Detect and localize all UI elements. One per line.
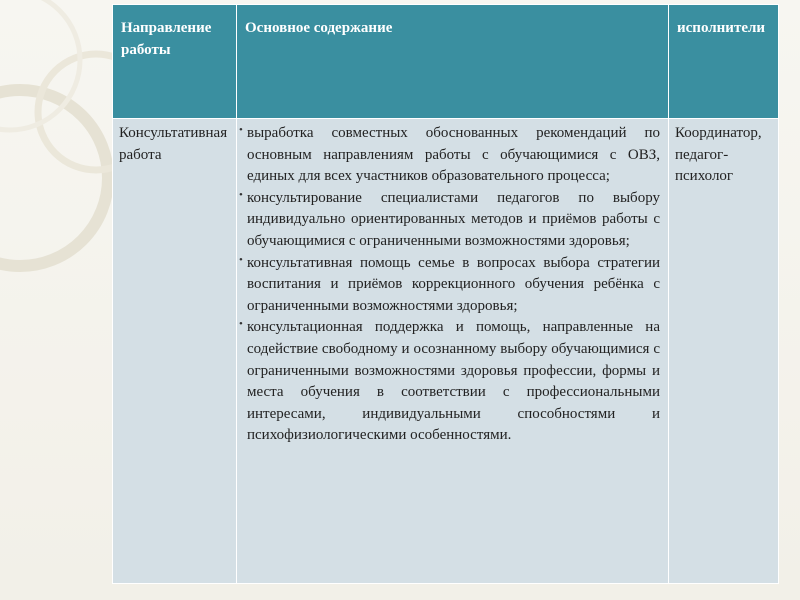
content-item: • консультационная поддержка и помощь, направленные на содействие свободному и осознанному выбору обучающимися с ограниченными возможностями здоровья профессии, формы и места обучения в соответствии с профессиональными интересами, индивидуальными способностями и психофизиологическими особенностями.	[239, 317, 660, 447]
content-item: • консультативная помощь семье в вопросах выбора стратегии воспитания и приёмов коррекционного обучения ребёнка с ограниченными возможностями здоровья;	[239, 253, 660, 318]
cell-content	[237, 119, 669, 584]
content-item: • выработка совместных обоснованных рекомендаций по основным направлениям работы с обучающимися с ОВЗ, единых для всех участников образовательного процесса;	[239, 123, 660, 188]
cell-executors: Координатор, педагог-психолог	[669, 119, 779, 584]
header-direction: Направление работы	[113, 5, 237, 119]
work-plan-table	[112, 4, 779, 584]
content-item: • консультирование специалистами педагогов по выбору индивидуально ориентированных методов и приёмов работы с обучающимися с ограниченными возможностями здоровья;	[239, 188, 660, 253]
header-content: Основное содержание	[237, 5, 669, 119]
content-bullet-list	[239, 123, 660, 447]
cell-direction: Консультативная работа	[113, 119, 237, 584]
table-header-row	[113, 5, 779, 119]
header-executors: исполнители	[669, 5, 779, 119]
table-row	[113, 119, 779, 584]
